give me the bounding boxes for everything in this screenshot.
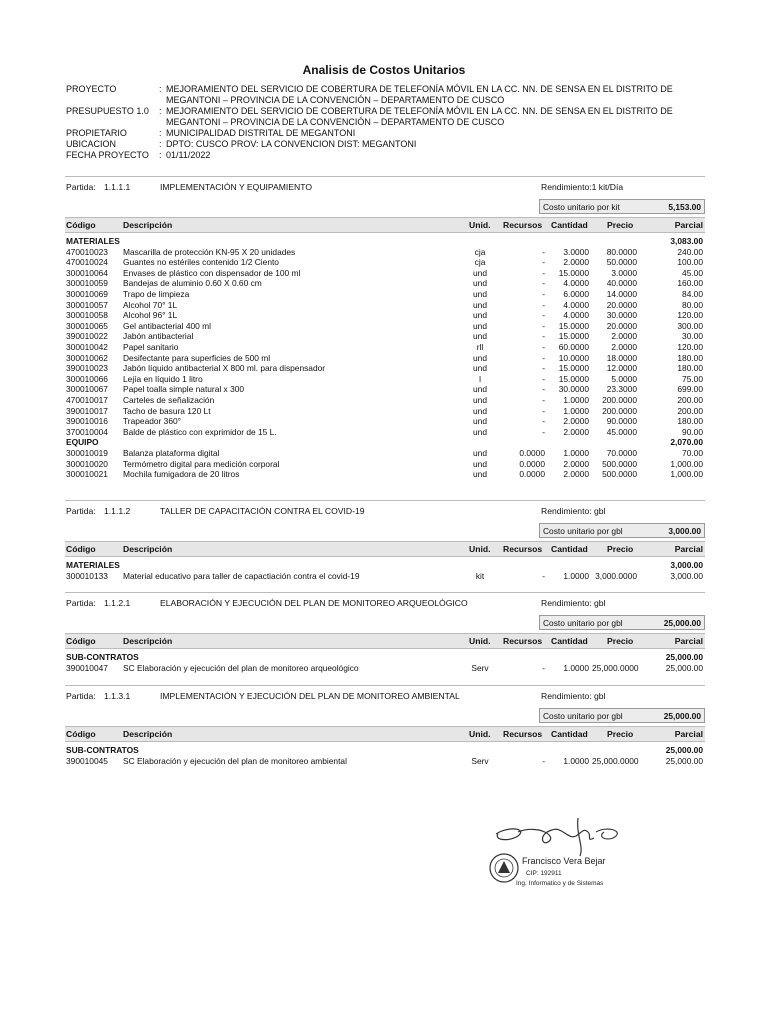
separator: : [159, 128, 162, 138]
table-row [0, 756, 768, 767]
item-cantidad: 1.0000 [563, 448, 589, 458]
item-cantidad: 15.0000 [558, 373, 589, 384]
item-unit: und [473, 267, 487, 278]
item-cantidad: 2.0000 [563, 469, 589, 480]
item-recursos: 0.0000 [519, 458, 545, 469]
group-name: SUB-CONTRATOS [66, 745, 139, 755]
item-cantidad: 1.0000 [563, 755, 589, 766]
item-recursos: 0.0000 [519, 448, 545, 458]
rendimiento: Rendimiento:1 kit/Día [541, 182, 624, 192]
item-precio: 70.0000 [606, 448, 637, 458]
item-precio: 18.0000 [606, 352, 637, 363]
item-unit: und [473, 384, 487, 395]
column-header-cantidad: Cantidad [551, 636, 588, 646]
item-description: Termómetro digital para medición corporal [123, 458, 280, 469]
header-fecha [66, 150, 706, 161]
item-precio: 14.0000 [606, 289, 637, 299]
rendimiento: Rendimiento: gbl [541, 506, 606, 516]
item-unit: und [473, 458, 487, 469]
separator: : [159, 106, 162, 116]
item-recursos: - [542, 310, 545, 321]
item-code: 300010059 [66, 278, 108, 289]
item-recursos: - [542, 395, 545, 405]
column-header-parcial: Parcial [674, 729, 703, 739]
item-cantidad: 30.0000 [558, 384, 589, 395]
ubicacion-label: UBICACION [66, 139, 117, 149]
table-row [0, 300, 768, 311]
item-code: 300010065 [66, 320, 108, 331]
column-header-precio: Precio [607, 729, 634, 739]
item-unit: l [479, 373, 481, 384]
item-unit: und [473, 448, 487, 458]
item-code: 300010021 [66, 469, 108, 480]
separator: : [159, 84, 162, 94]
table-row [0, 571, 768, 582]
group-total: 25,000.00 [665, 745, 703, 755]
item-unit: Serv [471, 755, 489, 766]
item-unit: und [473, 278, 487, 289]
partida-title: IMPLEMENTACIÓN Y EQUIPAMIENTO [160, 182, 313, 192]
item-recursos: - [542, 363, 545, 374]
item-description: Guantes no estériles contenido 1/2 Ciento [123, 257, 279, 268]
costo-unitario-box [539, 615, 705, 630]
partida-label: Partida: [66, 691, 96, 701]
item-description: Bandejas de aluminio 0.60 X 0.60 cm [123, 278, 262, 289]
item-precio: 45.0000 [606, 426, 637, 437]
separator: : [159, 150, 162, 160]
item-unit: und [473, 416, 487, 427]
group-row [0, 560, 768, 571]
item-cantidad: 3.0000 [563, 246, 589, 257]
item-code: 300010064 [66, 267, 108, 278]
item-code: 300010042 [66, 342, 108, 352]
column-header-precio: Precio [607, 636, 634, 646]
item-parcial: 699.00 [677, 384, 703, 395]
item-description: Balde de plástico con exprimidor de 15 L. [123, 426, 277, 437]
item-unit: cja [474, 246, 486, 257]
item-description: Desifectante para superficies de 500 ml [123, 352, 271, 363]
column-header-recursos: Recursos [503, 636, 543, 646]
item-recursos: - [542, 257, 545, 268]
column-header-unid: Unid. [469, 220, 491, 230]
item-recursos: - [542, 320, 545, 331]
item-code: 300010062 [66, 352, 108, 363]
item-code: 390010017 [66, 405, 108, 416]
item-precio: 2.0000 [611, 331, 637, 342]
separator: : [159, 139, 162, 149]
column-header-parcial: Parcial [674, 544, 703, 554]
item-code: 390010045 [66, 755, 108, 766]
section-divider [65, 685, 705, 686]
item-code: 390010047 [66, 662, 108, 673]
column-header-recursos: Recursos [503, 220, 543, 230]
item-cantidad: 60.0000 [558, 342, 589, 352]
item-precio: 3.0000 [611, 267, 637, 278]
item-description: SC Elaboración y ejecución del plan de monitoreo arqueológico [123, 662, 359, 673]
group-name: MATERIALES [66, 236, 120, 246]
group-total: 2,070.00 [670, 437, 703, 448]
item-cantidad: 4.0000 [563, 299, 589, 310]
table-row [0, 374, 768, 385]
costo-unitario-box [539, 523, 705, 538]
item-cantidad: 10.0000 [558, 352, 589, 363]
table-row [0, 257, 768, 268]
item-cantidad: 15.0000 [558, 331, 589, 342]
item-precio: 500.0000 [602, 458, 637, 469]
table-row [0, 310, 768, 321]
item-description: Papel toalla simple natural x 300 [123, 384, 245, 395]
column-header-codigo: Código [66, 220, 96, 230]
group-name: EQUIPO [66, 437, 99, 448]
item-description: Mascarilla de protección KN-95 X 20 unidades [123, 246, 296, 257]
table-row [0, 416, 768, 427]
costo-unitario-value: 3,000.00 [668, 526, 701, 536]
header-proyecto [66, 84, 706, 108]
item-description: Trapo de limpieza [123, 289, 190, 299]
column-header-cantidad: Cantidad [551, 220, 588, 230]
item-unit: cja [474, 257, 486, 268]
item-precio: 40.0000 [606, 278, 637, 289]
item-precio: 500.0000 [602, 469, 637, 480]
group-name: SUB-CONTRATOS [66, 652, 139, 662]
group-total: 3,000.00 [670, 560, 703, 570]
section-divider [65, 500, 705, 501]
item-code: 300010057 [66, 299, 108, 310]
table-row [0, 353, 768, 364]
item-precio: 200.0000 [602, 395, 637, 405]
item-precio: 50.0000 [606, 257, 637, 268]
item-precio: 5.0000 [611, 373, 637, 384]
item-precio: 30.0000 [606, 310, 637, 321]
propietario-label: PROPIETARIO [66, 128, 127, 138]
column-header-cantidad: Cantidad [551, 544, 588, 554]
item-unit: und [473, 405, 487, 416]
costo-unitario-box [539, 708, 705, 723]
item-parcial: 200.00 [677, 405, 703, 416]
table-row [0, 448, 768, 459]
item-precio: 2.0000 [611, 342, 637, 352]
item-recursos: - [542, 755, 545, 766]
partida-title: TALLER DE CAPACITACIÓN CONTRA EL COVID-19 [160, 506, 365, 516]
item-parcial: 70.00 [682, 448, 703, 458]
item-code: 300010133 [66, 570, 108, 581]
item-cantidad: 4.0000 [563, 310, 589, 321]
item-recursos: - [542, 331, 545, 342]
partida-label: Partida: [66, 506, 96, 516]
column-header-unid: Unid. [469, 636, 491, 646]
column-header-descripcion: Descripción [123, 729, 173, 739]
item-parcial: 25,000.00 [665, 755, 703, 766]
item-code: 390010023 [66, 363, 108, 374]
item-parcial: 1,000.00 [670, 458, 703, 469]
item-parcial: 180.00 [677, 416, 703, 427]
item-parcial: 30.00 [682, 331, 703, 342]
proyecto-label: PROYECTO [66, 84, 117, 94]
table-row [0, 268, 768, 279]
item-recursos: - [542, 342, 545, 352]
item-description: Carteles de señalización [123, 395, 215, 405]
item-cantidad: 6.0000 [563, 289, 589, 299]
item-parcial: 300.00 [677, 320, 703, 331]
item-parcial: 1,000.00 [670, 469, 703, 480]
item-recursos: - [542, 278, 545, 289]
item-parcial: 25,000.00 [665, 662, 703, 673]
item-description: Mochila fumigadora de 20 litros [123, 469, 240, 480]
item-unit: und [473, 320, 487, 331]
table-header [65, 633, 705, 649]
item-unit: und [473, 331, 487, 342]
column-header-codigo: Código [66, 544, 96, 554]
item-parcial: 84.00 [682, 289, 703, 299]
partida-number: 1.1.2.1 [104, 598, 131, 608]
page-title: Analisis de Costos Unitarios [302, 63, 466, 77]
column-header-parcial: Parcial [674, 636, 703, 646]
item-recursos: - [542, 352, 545, 363]
item-precio: 200.0000 [602, 405, 637, 416]
signature-scribble [496, 818, 594, 856]
table-row [0, 321, 768, 332]
item-description: Balanza plataforma digital [123, 448, 220, 458]
item-recursos: - [542, 373, 545, 384]
column-header-recursos: Recursos [503, 544, 543, 554]
item-description: Papel sanitario [123, 342, 179, 352]
item-code: 300010020 [66, 458, 108, 469]
rendimiento: Rendimiento: gbl [541, 598, 606, 608]
partida-label: Partida: [66, 598, 96, 608]
table-header [65, 726, 705, 742]
item-recursos: - [542, 426, 545, 437]
item-unit: und [473, 469, 487, 480]
item-cantidad: 15.0000 [558, 320, 589, 331]
header-ubicacion [66, 139, 706, 150]
section-divider [65, 176, 705, 177]
table-row [0, 247, 768, 258]
partida-number: 1.1.1.1 [104, 182, 131, 192]
item-unit: und [473, 426, 487, 437]
group-row [0, 437, 768, 448]
table-row [0, 342, 768, 353]
seal-emblem-icon [498, 861, 510, 873]
item-code: 470010017 [66, 395, 108, 405]
item-cantidad: 15.0000 [558, 363, 589, 374]
costo-unitario-value: 5,153.00 [668, 202, 701, 212]
item-unit: kit [475, 570, 485, 581]
item-recursos: - [542, 405, 545, 416]
column-header-recursos: Recursos [503, 729, 543, 739]
costo-unitario-label: Costo unitario por gbl [543, 618, 623, 628]
column-header-unid: Unid. [469, 729, 491, 739]
item-code: 300010069 [66, 289, 108, 299]
item-parcial: 120.00 [677, 310, 703, 321]
group-row [0, 745, 768, 756]
signature-role: Ing. Informatico y de Sistemas [516, 880, 604, 887]
header-propietario [66, 128, 706, 139]
fecha-label: FECHA PROYECTO [66, 150, 149, 160]
table-row [0, 395, 768, 406]
item-parcial: 3,000.00 [670, 570, 703, 581]
item-parcial: 90.00 [682, 426, 703, 437]
item-description: Material educativo para taller de capactiación contra el covid-19 [123, 570, 360, 581]
table-row [0, 469, 768, 480]
item-cantidad: 1.0000 [563, 662, 589, 673]
item-parcial: 160.00 [677, 278, 703, 289]
column-header-descripcion: Descripción [123, 220, 173, 230]
item-parcial: 100.00 [677, 257, 703, 268]
item-recursos: - [542, 570, 545, 581]
item-recursos: - [542, 416, 545, 427]
item-precio: 25,000.0000 [592, 755, 639, 766]
table-header [65, 541, 705, 557]
item-precio: 90.0000 [606, 416, 637, 427]
item-precio: 25,000.0000 [592, 662, 639, 673]
costo-unitario-box [539, 199, 705, 214]
group-total: 25,000.00 [665, 652, 703, 662]
item-cantidad: 2.0000 [563, 426, 589, 437]
column-header-codigo: Código [66, 729, 96, 739]
ubicacion-value: DPTO: CUSCO PROV: LA CONVENCION DIST: MEGANTONI [166, 139, 417, 149]
item-cantidad: 1.0000 [563, 570, 589, 581]
signature-flourish [596, 829, 617, 839]
item-description: Trapeador 360° [123, 416, 181, 427]
group-name: MATERIALES [66, 560, 120, 570]
group-total: 3,083.00 [670, 236, 703, 246]
item-parcial: 75.00 [682, 373, 703, 384]
item-description: Envases de plástico con dispensador de 100 ml [123, 267, 301, 278]
item-recursos: - [542, 267, 545, 278]
item-recursos: 0.0000 [519, 469, 545, 480]
item-unit: und [473, 363, 487, 374]
item-code: 370010004 [66, 426, 108, 437]
propietario-value: MUNICIPALIDAD DISTRITAL DE MEGANTONI [166, 128, 356, 138]
item-code: 300010067 [66, 384, 108, 395]
item-cantidad: 15.0000 [558, 267, 589, 278]
table-row [0, 427, 768, 438]
item-code: 300010066 [66, 373, 108, 384]
item-description: Tacho de basura 120 Lt [123, 405, 211, 416]
item-description: Alcohol 70° 1L [123, 299, 178, 310]
table-row [0, 363, 768, 374]
table-row [0, 384, 768, 395]
presupuesto-label: PRESUPUESTO 1.0 [66, 106, 149, 116]
presupuesto-value: MEJORAMIENTO DEL SERVICIO DE COBERTURA DE TELEFONÍA MÓVIL EN LA CC. NN. DE SENSA EN EL DISTRITO DE MEGANTONI – PROVINCIA DE LA CONVENCIÓN – DEPARTAMENTO DE CUSCO [166, 106, 673, 127]
column-header-unid: Unid. [469, 544, 491, 554]
item-precio: 80.0000 [606, 246, 637, 257]
column-header-descripcion: Descripción [123, 636, 173, 646]
item-parcial: 200.00 [677, 395, 703, 405]
item-precio: 20.0000 [606, 299, 637, 310]
rendimiento: Rendimiento: gbl [541, 691, 606, 701]
section-divider [65, 592, 705, 593]
item-precio: 23.3000 [606, 384, 637, 395]
item-parcial: 240.00 [677, 246, 703, 257]
item-description: Jabón líquido antibacterial X 800 ml. para dispensador [123, 363, 326, 374]
costo-unitario-label: Costo unitario por kit [543, 202, 620, 212]
item-cantidad: 2.0000 [563, 458, 589, 469]
item-cantidad: 4.0000 [563, 278, 589, 289]
partida-label: Partida: [66, 182, 96, 192]
item-code: 390010016 [66, 416, 108, 427]
item-recursos: - [542, 246, 545, 257]
table-header [65, 217, 705, 233]
item-unit: Serv [471, 662, 489, 673]
item-recursos: - [542, 384, 545, 395]
costo-unitario-label: Costo unitario por gbl [543, 526, 623, 536]
table-row [0, 459, 768, 470]
item-description: Lejía en líquido 1 litro [123, 373, 203, 384]
item-unit: und [473, 299, 487, 310]
fecha-value: 01/11/2022 [166, 150, 211, 160]
table-row [0, 289, 768, 300]
item-recursos: - [542, 289, 545, 299]
group-row [0, 652, 768, 663]
signature-stamp [488, 806, 628, 926]
item-code: 470010023 [66, 246, 108, 257]
signature-name: Francisco Vera Bejar [522, 856, 606, 866]
table-row [0, 278, 768, 289]
item-cantidad: 2.0000 [563, 416, 589, 427]
item-description: Jabón antibacterial [123, 331, 194, 342]
item-parcial: 120.00 [677, 342, 703, 352]
item-unit: und [473, 310, 487, 321]
column-header-precio: Precio [607, 544, 634, 554]
costo-unitario-value: 25,000.00 [663, 711, 701, 721]
item-code: 300010058 [66, 310, 108, 321]
table-row [0, 331, 768, 342]
item-unit: und [473, 395, 487, 405]
item-code: 470010024 [66, 257, 108, 268]
costo-unitario-label: Costo unitario por gbl [543, 711, 623, 721]
table-row [0, 406, 768, 417]
item-unit: rll [476, 342, 484, 352]
item-code: 300010019 [66, 448, 108, 458]
signature-cip: CIP: 192911 [526, 870, 562, 877]
item-parcial: 180.00 [677, 363, 703, 374]
item-description: Gel antibacterial 400 ml [123, 320, 211, 331]
item-parcial: 180.00 [677, 352, 703, 363]
item-cantidad: 1.0000 [563, 405, 589, 416]
item-description: Alcohol 96° 1L [123, 310, 178, 321]
item-precio: 20.0000 [606, 320, 637, 331]
header-presupuesto [66, 106, 706, 130]
column-header-descripcion: Descripción [123, 544, 173, 554]
column-header-cantidad: Cantidad [551, 729, 588, 739]
item-unit: und [473, 289, 487, 299]
item-recursos: - [542, 299, 545, 310]
partida-number: 1.1.1.2 [104, 506, 131, 516]
item-code: 390010022 [66, 331, 108, 342]
column-header-parcial: Parcial [674, 220, 703, 230]
partida-number: 1.1.3.1 [104, 691, 131, 701]
item-unit: und [473, 352, 487, 363]
item-recursos: - [542, 662, 545, 673]
column-header-precio: Precio [607, 220, 634, 230]
partida-title: ELABORACIÓN Y EJECUCIÓN DEL PLAN DE MONITOREO ARQUEOLÓGICO [160, 598, 468, 608]
item-parcial: 80.00 [682, 299, 703, 310]
group-row [0, 236, 768, 247]
item-cantidad: 1.0000 [563, 395, 589, 405]
item-precio: 3,000.0000 [595, 570, 637, 581]
column-header-codigo: Código [66, 636, 96, 646]
item-parcial: 45.00 [682, 267, 703, 278]
proyecto-value: MEJORAMIENTO DEL SERVICIO DE COBERTURA DE TELEFONÍA MÓVIL EN LA CC. NN. DE SENSA EN EL DISTRITO DE MEGANTONI – PROVINCIA DE LA CONVENCIÓN – DEPARTAMENTO DE CUSCO [166, 84, 673, 105]
item-description: SC Elaboración y ejecución del plan de monitoreo ambiental [123, 755, 347, 766]
item-cantidad: 2.0000 [563, 257, 589, 268]
item-precio: 12.0000 [606, 363, 637, 374]
costo-unitario-value: 25,000.00 [663, 618, 701, 628]
partida-title: IMPLEMENTACIÓN Y EJECUCIÓN DEL PLAN DE MONITOREO AMBIENTAL [160, 691, 460, 701]
table-row [0, 663, 768, 674]
